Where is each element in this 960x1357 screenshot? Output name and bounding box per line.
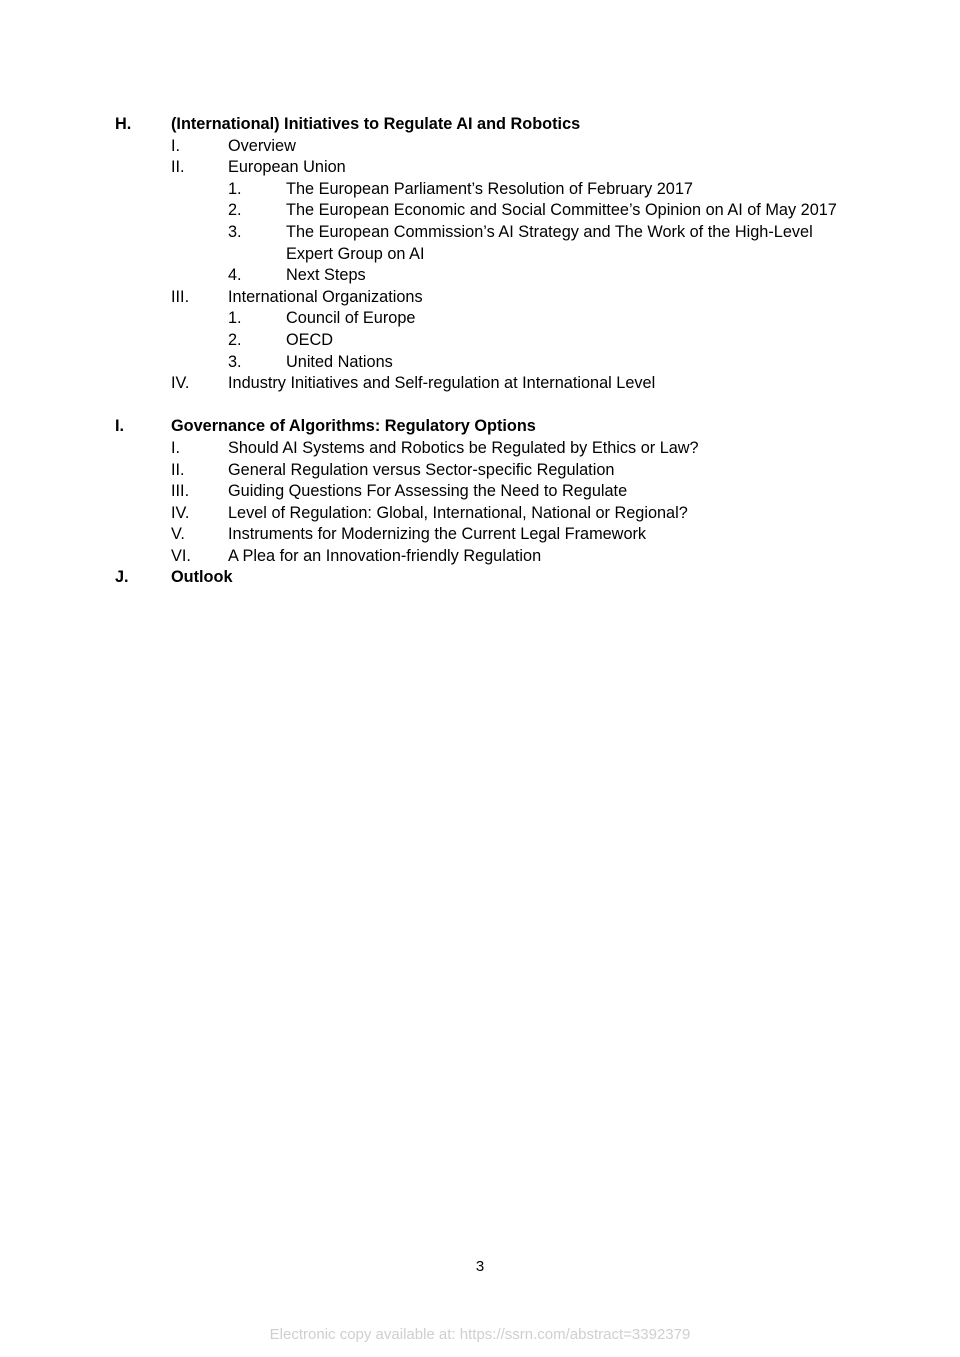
- item-title: Level of Regulation: Global, International, National or Regional?: [228, 503, 688, 522]
- toc-subitem: [0, 330, 960, 352]
- toc-item: [0, 287, 960, 309]
- toc-subitem: [0, 200, 960, 222]
- item-number: IV.: [171, 503, 190, 522]
- item-title: Industry Initiatives and Self-regulation at International Level: [228, 374, 656, 393]
- toc-item: [0, 481, 960, 503]
- subitem-number: 2.: [228, 330, 242, 349]
- item-title: Guiding Questions For Assessing the Need to Regulate: [228, 482, 628, 501]
- item-title: Should AI Systems and Robotics be Regulated by Ethics or Law?: [228, 438, 699, 457]
- subitem-title: The European Commission’s AI Strategy and The Work of the High-Level Expert Group on AI: [286, 222, 813, 263]
- item-title: Instruments for Modernizing the Current Legal Framework: [228, 525, 647, 544]
- toc-section-i: [0, 416, 960, 438]
- item-title: International Organizations: [228, 287, 423, 306]
- item-number: III.: [171, 287, 190, 306]
- toc-item: [0, 503, 960, 525]
- toc-item: [0, 546, 960, 568]
- item-title: A Plea for an Innovation-friendly Regulation: [228, 546, 542, 565]
- section-number: H.: [115, 115, 132, 133]
- item-title: Overview: [228, 136, 296, 155]
- toc-subitem: [0, 352, 960, 374]
- toc-section-j: [0, 567, 960, 589]
- subitem-number: 3.: [228, 352, 242, 371]
- table-of-contents: [0, 114, 960, 589]
- toc-subitem: [0, 265, 960, 287]
- subitem-number: 2.: [228, 201, 242, 220]
- subitem-number: 1.: [228, 179, 242, 198]
- toc-item: [0, 438, 960, 460]
- section-title: Governance of Algorithms: Regulatory Options: [171, 417, 536, 436]
- subitem-number: 4.: [228, 266, 242, 285]
- item-number: III.: [171, 482, 190, 501]
- item-title: General Regulation versus Sector-specific Regulation: [228, 460, 615, 479]
- toc-item: [0, 136, 960, 158]
- item-number: II.: [171, 158, 185, 177]
- subitem-number: 1.: [228, 309, 242, 328]
- item-title: European Union: [228, 158, 346, 177]
- page-number: 3: [475, 1258, 485, 1275]
- item-number: II.: [171, 460, 185, 479]
- subitem-title: The European Economic and Social Committee’s Opinion on AI of May 2017: [286, 201, 837, 220]
- item-number: V.: [171, 525, 185, 544]
- subitem-number: 3.: [228, 222, 242, 241]
- subitem-title: United Nations: [286, 352, 393, 371]
- subitem-title: OECD: [286, 330, 334, 349]
- item-number: VI.: [171, 546, 191, 565]
- subitem-title: Council of Europe: [286, 309, 416, 328]
- item-number: I.: [171, 136, 181, 155]
- toc-subitem: [0, 222, 960, 265]
- section-spacer: [0, 395, 960, 417]
- ssrn-footer: Electronic copy available at: https://ssrn.com/abstract=3392379: [269, 1326, 691, 1343]
- toc-item: [0, 157, 960, 179]
- toc-item: [0, 460, 960, 482]
- toc-item: [0, 524, 960, 546]
- section-title: Outlook: [171, 568, 233, 587]
- toc-subitem: [0, 179, 960, 201]
- section-number: J.: [115, 568, 129, 587]
- toc-section-h: [0, 114, 960, 136]
- item-number: IV.: [171, 374, 190, 393]
- toc-item: [0, 373, 960, 395]
- section-title: (International) Initiatives to Regulate AI and Robotics: [171, 115, 581, 133]
- subitem-title: The European Parliament’s Resolution of February 2017: [286, 179, 693, 198]
- subitem-title: Next Steps: [286, 266, 366, 285]
- toc-subitem: [0, 308, 960, 330]
- section-number: I.: [115, 417, 125, 436]
- item-number: I.: [171, 438, 181, 457]
